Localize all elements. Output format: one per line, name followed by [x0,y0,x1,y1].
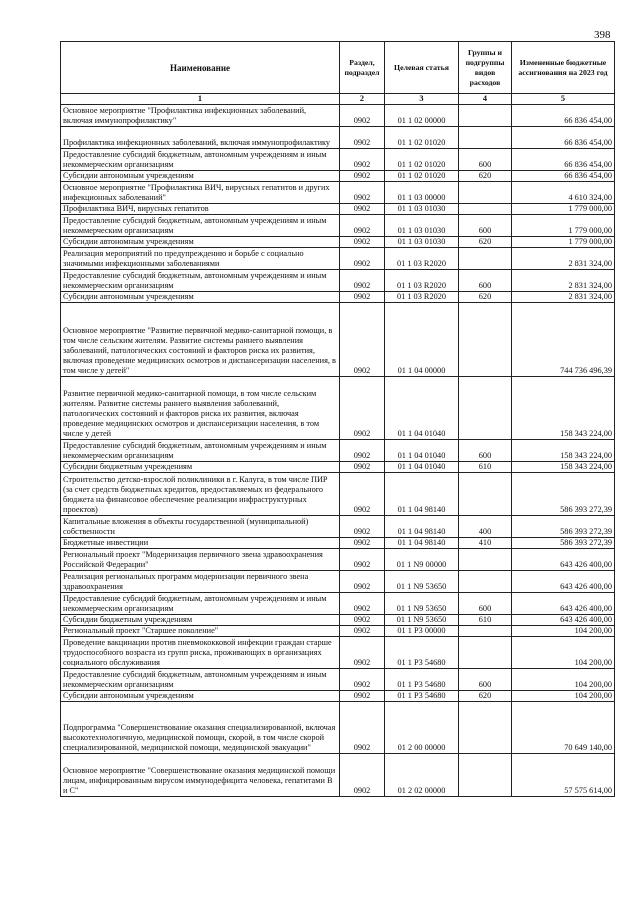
row-section: 0902 [340,171,385,182]
row-amount: 1 779 000,00 [512,215,615,237]
row-group: 620 [459,292,512,303]
row-target: 01 1 04 01040 [385,440,459,462]
row-target: 01 1 N9 00000 [385,549,459,571]
row-section: 0902 [340,462,385,473]
column-index-cell: 2 [340,94,385,105]
row-target: 01 1 04 00000 [385,303,459,377]
row-target: 01 1 P3 54680 [385,669,459,691]
row-amount: 158 343 224,00 [512,440,615,462]
row-section: 0902 [340,571,385,593]
row-target: 01 1 03 00000 [385,182,459,204]
table-row [61,702,615,754]
row-amount: 586 393 272,39 [512,538,615,549]
column-index-cell: 1 [61,94,340,105]
row-amount: 744 736 496,39 [512,303,615,377]
row-group: 600 [459,149,512,171]
row-name: Предоставление субсидий бюджетным, автономным учреждениям и иным некоммерческим организациям [61,440,340,462]
table-row [61,549,615,571]
row-name: Субсидии автономным учреждениям [61,292,340,303]
row-amount: 643 426 400,00 [512,615,615,626]
row-name: Развитие первичной медико-санитарной помощи, в том числе сельским жителям. Развитие системы раннего выявления заболеваний, патологических состояний и факторов риска их развития, включая проведение медицинских осмотров и диспансеризации населения, в том числе у детей [61,377,340,440]
row-amount: 66 836 454,00 [512,127,615,149]
row-group [459,105,512,127]
row-group [459,637,512,669]
row-name: Субсидии автономным учреждениям [61,691,340,702]
row-section: 0902 [340,669,385,691]
table-row [61,669,615,691]
row-section: 0902 [340,303,385,377]
row-group [459,702,512,754]
row-amount: 2 831 324,00 [512,270,615,292]
row-section: 0902 [340,204,385,215]
row-amount: 104 200,00 [512,669,615,691]
table-row [61,538,615,549]
row-name: Основное мероприятие "Развитие первичной медико-санитарной помощи, в том числе сельским жителям. Развитие системы раннего выявления заболеваний, патологических состояний и факторов риска их развития, включая проведение медицинских осмотров и диспансеризации населения, в том числе у детей" [61,303,340,377]
row-target: 01 1 P3 00000 [385,626,459,637]
row-name: Бюджетные инвестиции [61,538,340,549]
table-row [61,615,615,626]
row-group [459,549,512,571]
row-amount: 2 831 324,00 [512,248,615,270]
row-amount: 1 779 000,00 [512,204,615,215]
row-name: Региональный проект "Модернизация первичного звена здравоохранения Российской Федерации" [61,549,340,571]
header-name: Наименование [61,42,340,94]
table-row [61,149,615,171]
budget-table [60,41,615,797]
row-section: 0902 [340,248,385,270]
row-group [459,473,512,516]
row-target: 01 2 00 00000 [385,702,459,754]
table-row [61,571,615,593]
row-name: Субсидии бюджетным учреждениям [61,615,340,626]
row-amount: 104 200,00 [512,691,615,702]
row-name: Предоставление субсидий бюджетным, автономным учреждениям и иным некоммерческим организациям [61,270,340,292]
row-amount: 4 610 324,00 [512,182,615,204]
table-row [61,462,615,473]
row-target: 01 1 N9 53650 [385,593,459,615]
row-name: Строительство детско-взрослой поликлиники в г. Калуга, в том числе ПИР (за счет средств бюджетных кредитов, предоставляемых из федерального бюджета на финансовое обеспечение реализации инфраструктурных проектов) [61,473,340,516]
row-group: 600 [459,270,512,292]
row-group: 620 [459,691,512,702]
row-name: Проведение вакцинации против пневмококковой инфекции граждан старше трудоспособного возраста из групп риска, проживающих в организациях социального обслуживания [61,637,340,669]
row-name: Подпрограмма "Совершенствование оказания специализированной, включая высокотехнологичную, медицинской помощи, скорой, в том числе скорой специализированной, медицинской помощи, медицинской эвакуации" [61,702,340,754]
row-name: Реализация региональных программ модернизации первичного звена здравоохранения [61,571,340,593]
table-row [61,691,615,702]
row-target: 01 1 03 01030 [385,237,459,248]
table-row [61,171,615,182]
row-group: 600 [459,593,512,615]
row-name: Основное мероприятие "Профилактика инфекционных заболеваний, включая иммунопрофилактику" [61,105,340,127]
row-name: Предоставление субсидий бюджетным, автономным учреждениям и иным некоммерческим организациям [61,593,340,615]
table-row [61,248,615,270]
column-index-cell: 3 [385,94,459,105]
row-name: Основное мероприятие "Совершенствование оказания медицинской помощи лицам, инфицированным вирусом иммунодефицита человека, гепатитами В и С" [61,754,340,797]
row-section: 0902 [340,516,385,538]
row-group [459,626,512,637]
row-target: 01 2 02 00000 [385,754,459,797]
row-target: 01 1 04 01040 [385,462,459,473]
row-name: Предоставление субсидий бюджетным, автономным учреждениям и иным некоммерческим организациям [61,669,340,691]
row-section: 0902 [340,292,385,303]
column-index-cell: 4 [459,94,512,105]
table-row [61,593,615,615]
row-section: 0902 [340,549,385,571]
row-target: 01 1 03 01030 [385,215,459,237]
row-amount: 104 200,00 [512,637,615,669]
row-name: Предоставление субсидий бюджетным, автономным учреждениям и иным некоммерческим организациям [61,149,340,171]
row-section: 0902 [340,182,385,204]
row-section: 0902 [340,538,385,549]
row-name: Профилактика инфекционных заболеваний, включая иммунопрофилактику [61,127,340,149]
row-target: 01 1 03 01030 [385,204,459,215]
row-name: Профилактика ВИЧ, вирусных гепатитов [61,204,340,215]
row-section: 0902 [340,215,385,237]
row-section: 0902 [340,270,385,292]
row-name: Субсидии автономным учреждениям [61,171,340,182]
row-target: 01 1 03 R2020 [385,248,459,270]
row-section: 0902 [340,105,385,127]
table-row [61,754,615,797]
table-row [61,440,615,462]
row-target: 01 1 P3 54680 [385,691,459,702]
row-amount: 66 836 454,00 [512,149,615,171]
table-row [61,516,615,538]
table-row [61,637,615,669]
row-target: 01 1 02 01020 [385,127,459,149]
row-group: 610 [459,462,512,473]
row-section: 0902 [340,440,385,462]
row-group: 620 [459,237,512,248]
row-amount: 2 831 324,00 [512,292,615,303]
column-index-cell: 5 [512,94,615,105]
row-amount: 66 836 454,00 [512,105,615,127]
row-target: 01 1 P3 54680 [385,637,459,669]
row-target: 01 1 N9 53650 [385,571,459,593]
table-body [61,105,615,797]
column-index-row [61,94,615,105]
header-section: Раздел, подраздел [340,42,385,94]
row-target: 01 1 04 98140 [385,538,459,549]
row-amount: 643 426 400,00 [512,549,615,571]
row-amount: 57 575 614,00 [512,754,615,797]
page-number: 398 [594,29,611,41]
row-group [459,377,512,440]
row-group: 600 [459,440,512,462]
table-row [61,237,615,248]
row-name: Капитальные вложения в объекты государственной (муниципальной) собственности [61,516,340,538]
table-row [61,473,615,516]
row-group: 600 [459,215,512,237]
row-section: 0902 [340,377,385,440]
row-target: 01 1 04 98140 [385,473,459,516]
row-amount: 643 426 400,00 [512,593,615,615]
table-row [61,270,615,292]
row-target: 01 1 02 01020 [385,171,459,182]
row-target: 01 1 04 98140 [385,516,459,538]
row-group: 600 [459,669,512,691]
row-group [459,127,512,149]
row-section: 0902 [340,149,385,171]
row-name: Субсидии автономным учреждениям [61,237,340,248]
row-amount: 104 200,00 [512,626,615,637]
row-group [459,204,512,215]
row-group: 610 [459,615,512,626]
table-row [61,182,615,204]
row-section: 0902 [340,702,385,754]
row-section: 0902 [340,637,385,669]
row-name: Региональный проект "Старшее поколение" [61,626,340,637]
row-amount: 586 393 272,39 [512,473,615,516]
row-section: 0902 [340,626,385,637]
row-group [459,303,512,377]
row-group [459,182,512,204]
row-amount: 1 779 000,00 [512,237,615,248]
row-group [459,571,512,593]
table-row [61,292,615,303]
row-amount: 643 426 400,00 [512,571,615,593]
table-row [61,303,615,377]
row-amount: 586 393 272,39 [512,516,615,538]
row-section: 0902 [340,127,385,149]
row-section: 0902 [340,691,385,702]
table-row [61,105,615,127]
row-amount: 158 343 224,00 [512,462,615,473]
row-amount: 70 649 140,00 [512,702,615,754]
row-target: 01 1 N9 53650 [385,615,459,626]
header-amount: Измененные бюджетные ассигнования на 2023 год [512,42,615,94]
table-row [61,204,615,215]
row-group: 410 [459,538,512,549]
row-section: 0902 [340,473,385,516]
row-group [459,754,512,797]
row-target: 01 1 04 01040 [385,377,459,440]
row-section: 0902 [340,615,385,626]
header-target: Целевая статья [385,42,459,94]
row-group: 620 [459,171,512,182]
table-row [61,626,615,637]
row-name: Субсидии бюджетным учреждениям [61,462,340,473]
row-name: Основное мероприятие "Профилактика ВИЧ, вирусных гепатитов и других инфекционных заболеваний" [61,182,340,204]
row-name: Предоставление субсидий бюджетным, автономным учреждениям и иным некоммерческим организациям [61,215,340,237]
table-row [61,215,615,237]
header-groups: Группы и подгруппы видов расходов [459,42,512,94]
row-target: 01 1 03 R2020 [385,270,459,292]
row-name: Реализация мероприятий по предупреждению и борьбе с социально значимыми инфекционными заболеваниями [61,248,340,270]
row-section: 0902 [340,237,385,248]
table-row [61,377,615,440]
table-row [61,127,615,149]
row-target: 01 1 02 01020 [385,149,459,171]
row-group: 400 [459,516,512,538]
row-target: 01 1 03 R2020 [385,292,459,303]
row-target: 01 1 02 00000 [385,105,459,127]
row-amount: 66 836 454,00 [512,171,615,182]
row-section: 0902 [340,593,385,615]
row-amount: 158 343 224,00 [512,377,615,440]
row-section: 0902 [340,754,385,797]
row-group [459,248,512,270]
